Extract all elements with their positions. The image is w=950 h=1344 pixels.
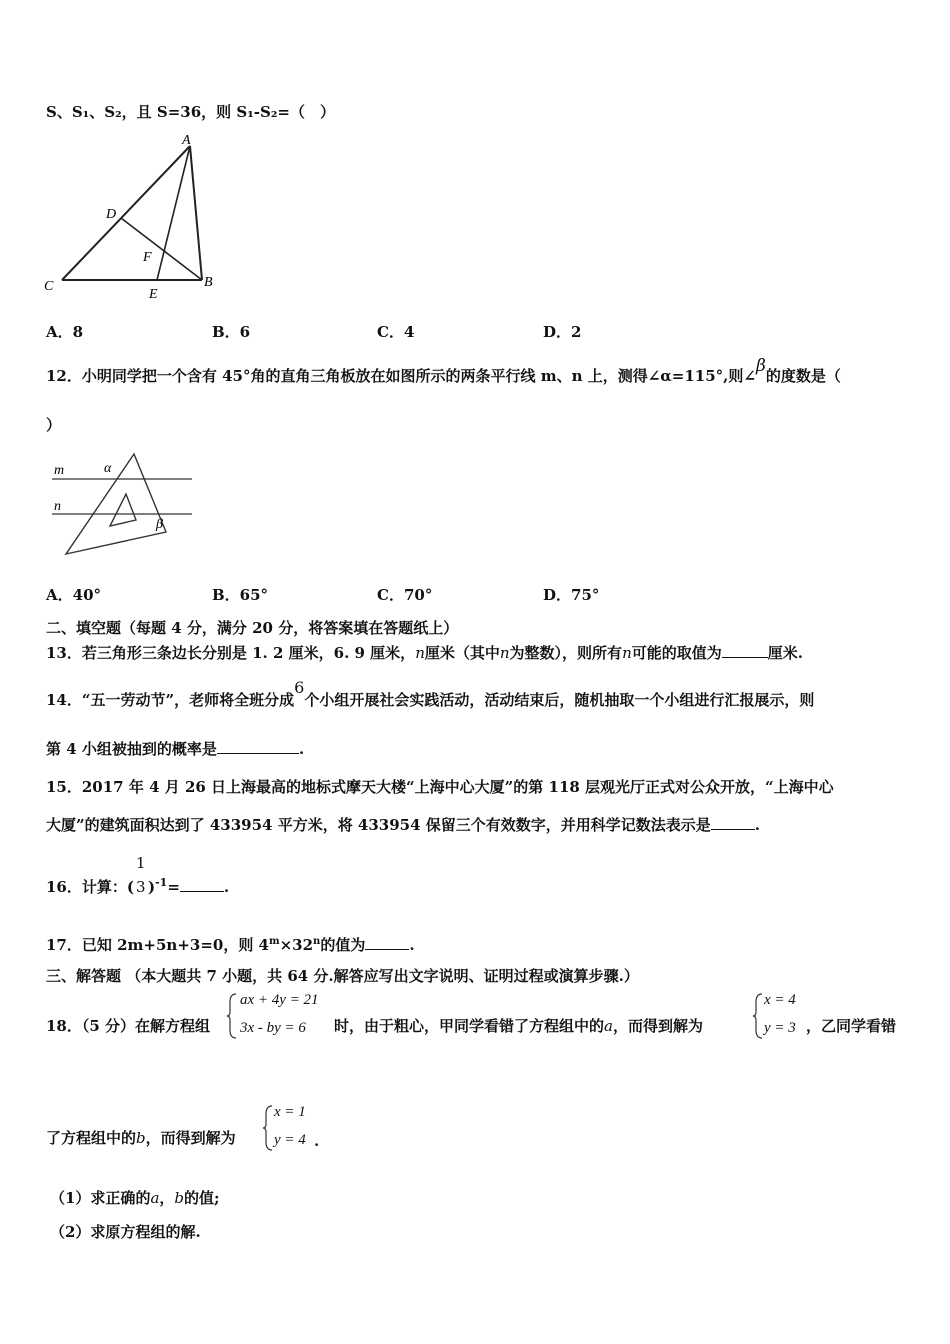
q18-sub2: （2）求原方程组的解. bbox=[50, 1223, 201, 1241]
q13-var-n: n bbox=[499, 644, 510, 662]
q17-part1: 17．已知 2m+5n+3=0，则 4 bbox=[46, 936, 269, 954]
q16-numerator: 1 bbox=[135, 854, 146, 872]
q15-line2-text: 大厦”的建筑面积达到了 433954 平方米，将 433954 保留三个有效数字，并用科学记数法表示是 bbox=[46, 816, 711, 834]
q18-line2 bbox=[46, 1128, 236, 1148]
section3-heading: 三、解答题 （本大题共 7 小题，共 64 分.解答应写出文字说明、证明过程或演算步骤.） bbox=[46, 967, 639, 985]
q17-sup-m: m bbox=[269, 936, 280, 947]
q17 bbox=[46, 932, 415, 955]
q18-part3: ，而得到解为 bbox=[612, 1017, 703, 1035]
label-A: A bbox=[182, 133, 191, 148]
q12-option-c: C．70° bbox=[377, 586, 433, 604]
q16-equals: = bbox=[167, 878, 180, 896]
q12-option-d: D．75° bbox=[543, 586, 600, 604]
label-F: F bbox=[143, 250, 152, 265]
label-beta: β bbox=[156, 517, 163, 532]
q12-stem bbox=[46, 356, 841, 386]
q12-option-a: A．40° bbox=[46, 586, 102, 604]
q18-sub1-part1: （1）求正确的 bbox=[50, 1189, 151, 1207]
q17-sup-n: n bbox=[313, 936, 321, 947]
label-E: E bbox=[149, 287, 158, 300]
q13-part1: 13．若三角形三条边长分别是 1. 2 厘米，6. 9 厘米， bbox=[46, 644, 416, 662]
q12-beta: β bbox=[755, 356, 766, 376]
label-m: m bbox=[54, 463, 65, 478]
q13-var-n: n bbox=[622, 644, 632, 662]
label-alpha: α bbox=[104, 461, 112, 476]
q13-part4: 可能的取值为 bbox=[631, 644, 722, 662]
q16-denominator: 3 bbox=[135, 878, 146, 896]
q17-part3: 的值为 bbox=[320, 936, 366, 954]
q12-stem-part2: 的度数是（ bbox=[765, 367, 841, 385]
label-B: B bbox=[204, 275, 213, 290]
q18-solution1-eq2: y = 3 bbox=[764, 1020, 796, 1036]
q14-six: 6 bbox=[294, 678, 305, 697]
q18-solution1-brace bbox=[752, 992, 764, 1040]
q15-line1: 15．2017 年 4 月 26 日上海最高的地标式摩天大楼“上海中心大厦”的第 118 层观光厅正式对公众开放，“上海中心 bbox=[46, 778, 834, 796]
section2-heading: 二、填空题（每题 4 分，满分 20 分，将答案填在答题纸上） bbox=[46, 619, 459, 637]
q13-part3: 为整数），则所有 bbox=[509, 644, 623, 662]
q18-line2-part1: 了方程组中的 bbox=[46, 1129, 137, 1147]
q18-line2-end: . bbox=[314, 1132, 320, 1150]
q14-answer-blank[interactable] bbox=[217, 739, 299, 754]
q15-end: . bbox=[754, 816, 760, 834]
q11-triangle-figure bbox=[40, 130, 230, 300]
q16 bbox=[46, 854, 230, 897]
q11-option-a: A．8 bbox=[46, 323, 84, 341]
q12-option-b: B．65° bbox=[212, 586, 269, 604]
q12-parallel-lines-figure bbox=[44, 450, 204, 560]
q18-system-eq2: 3x - by = 6 bbox=[240, 1020, 306, 1036]
q18-system-brace bbox=[226, 992, 238, 1040]
q18-sub1-var-b: b bbox=[174, 1189, 185, 1207]
q12-stem-line2: ） bbox=[46, 416, 62, 434]
q13-answer-blank[interactable] bbox=[722, 643, 768, 658]
q12-stem-part1: 12．小明同学把一个含有 45°角的直角三角板放在如图所示的两条平行线 m、n 上，测得∠α=115°,则∠ bbox=[46, 367, 756, 385]
q14-line2 bbox=[46, 739, 304, 759]
q18-sub1-var-a: a bbox=[150, 1189, 160, 1207]
q15-line2 bbox=[46, 815, 760, 835]
q18-sub1-comma: ， bbox=[159, 1189, 175, 1207]
q17-part2: ×32 bbox=[279, 936, 314, 954]
q11-stem: S、S₁、S₂，且 S=36，则 S₁-S₂=（ ） bbox=[46, 103, 335, 121]
q17-end: . bbox=[409, 936, 415, 954]
q18-line2-part2: ，而得到解为 bbox=[145, 1129, 236, 1147]
q16-suffix: ) bbox=[147, 878, 156, 896]
q18-label: 18．（5 分）在解方程组 bbox=[46, 1017, 211, 1035]
q15-answer-blank[interactable] bbox=[711, 815, 755, 830]
q14-part1: 14．“五一劳动节”，老师将全班分成 bbox=[46, 691, 295, 709]
q16-answer-blank[interactable] bbox=[180, 877, 224, 892]
q11-option-c: C．4 bbox=[377, 323, 415, 341]
q18-solution2-eq1: x = 1 bbox=[274, 1104, 306, 1120]
q13-part5: 厘米. bbox=[767, 644, 803, 662]
q18-sub1 bbox=[50, 1188, 220, 1208]
q18-var-a: a bbox=[604, 1017, 613, 1035]
q18-solution2-eq2: y = 4 bbox=[274, 1132, 306, 1148]
q18-part4: ，乙同学看错 bbox=[806, 1017, 897, 1035]
q13-var-n: n bbox=[415, 644, 425, 662]
q14-end: . bbox=[298, 740, 305, 758]
q16-end: . bbox=[223, 878, 230, 896]
q13 bbox=[46, 643, 803, 663]
q17-answer-blank[interactable] bbox=[365, 935, 409, 950]
label-C: C bbox=[44, 279, 54, 294]
q18-solution2-brace bbox=[262, 1104, 274, 1152]
q14-line2-text: 第 4 小组被抽到的概率是 bbox=[46, 740, 217, 758]
q18-line1-mid bbox=[334, 1016, 703, 1036]
q14-line1 bbox=[46, 678, 815, 710]
label-n: n bbox=[54, 499, 61, 514]
q13-part2: 厘米（其中 bbox=[424, 644, 500, 662]
q16-exponent: -1 bbox=[155, 876, 168, 889]
q18-solution1-eq1: x = 4 bbox=[764, 992, 796, 1008]
q18-part2: 时，由于粗心，甲同学看错了方程组中的 bbox=[334, 1017, 605, 1035]
q11-option-b: B．6 bbox=[212, 323, 251, 341]
q18-sub1-part2: 的值; bbox=[184, 1189, 220, 1207]
q18-system-eq1: ax + 4y = 21 bbox=[240, 992, 319, 1008]
q16-fraction bbox=[134, 854, 148, 897]
q18-var-b: b bbox=[136, 1129, 146, 1147]
q14-part2: 个小组开展社会实践活动，活动结束后，随机抽取一个小组进行汇报展示，则 bbox=[304, 691, 815, 709]
q11-option-d: D．2 bbox=[543, 323, 582, 341]
q16-prefix: 16．计算：( bbox=[46, 878, 134, 896]
label-D: D bbox=[106, 207, 117, 222]
